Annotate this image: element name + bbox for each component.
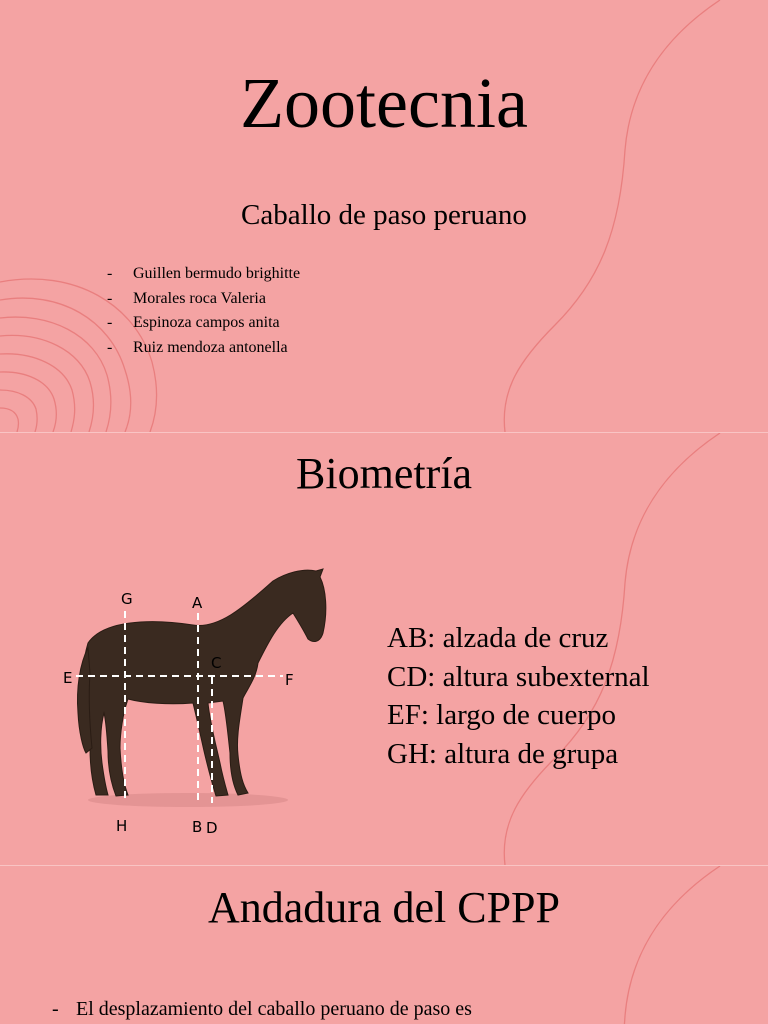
gait-slide (0, 866, 768, 1024)
biometry-slide (0, 433, 768, 865)
bullet-dash: - (52, 998, 59, 1020)
measurement-legend (387, 621, 650, 775)
bullet-paragraph (52, 998, 472, 1021)
label-b: B (192, 818, 203, 836)
author-name: Morales roca Valeria (133, 289, 266, 307)
label-g: G (121, 590, 133, 608)
list-item: - Guillen bermudo brighitte (107, 263, 300, 288)
presentation-title: Zootecnia (240, 63, 528, 143)
slide-title: Biometría (296, 449, 472, 498)
title-slide (0, 0, 768, 432)
list-item: - Espinoza campos anita (107, 312, 300, 337)
list-item: - Morales roca Valeria (107, 288, 300, 313)
label-e: E (63, 669, 73, 687)
author-name: Espinoza campos anita (133, 314, 280, 331)
legend-item: EF: largo de cuerpo (387, 699, 616, 731)
slide-title: Andadura del CPPP (208, 883, 560, 932)
label-a: A (192, 594, 203, 612)
legend-item: AB: alzada de cruz (387, 622, 609, 654)
presentation-subtitle: Caballo de paso peruano (241, 199, 527, 231)
label-f: F (285, 671, 294, 689)
author-name: Guillen bermudo brighitte (133, 265, 301, 282)
horse-biometry-figure (58, 563, 348, 843)
label-h: H (116, 817, 128, 835)
list-item: - Ruiz mendoza antonella (107, 337, 300, 362)
legend-item: CD: altura subexternal (387, 660, 650, 693)
legend-item: GH: altura de grupa (387, 737, 619, 770)
label-d: D (206, 819, 218, 837)
author-name: Ruiz mendoza antonella (133, 338, 288, 356)
bullet-text: El desplazamiento del caballo peruano de paso es (76, 998, 472, 1020)
label-c: C (211, 654, 222, 672)
author-list (107, 263, 300, 361)
